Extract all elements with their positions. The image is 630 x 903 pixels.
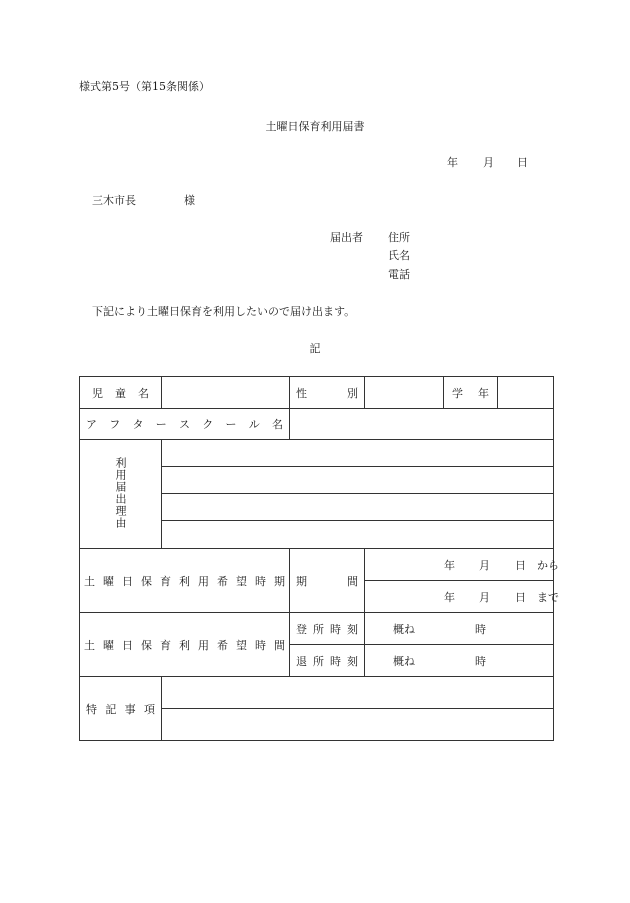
sex-label: 性 別 [290,377,365,409]
applicant-phone-label: 電話 [388,268,410,281]
sex-field[interactable] [365,377,444,409]
time-label: 土 曜 日 保 育 利 用 希 望 時 間 [80,613,290,677]
addressee: 三木市長 [92,194,136,207]
period-sub-label: 期 間 [290,549,365,613]
row-period-from [80,549,554,581]
remarks-line-2[interactable] [162,709,554,741]
document-title: 土曜日保育利用届書 [265,120,365,133]
applicant-label: 届出者 [330,231,363,244]
reason-line-2[interactable] [162,467,554,494]
reason-line-4[interactable] [162,521,554,549]
arrival-field[interactable]: 概ね 時 [365,613,554,645]
child-name-label: 児 童 名 [80,377,162,409]
period-from-field[interactable]: 年 月 日 から [365,549,554,581]
grade-field[interactable] [498,377,554,409]
reason-label: 利用届出理由 [80,440,162,549]
departure-label: 退 所 時 刻 [290,645,365,677]
reason-line-3[interactable] [162,494,554,521]
grade-label: 学 年 [444,377,498,409]
row-child-info [80,377,554,409]
date-year-label: 年 [447,156,458,169]
applicant-address-label: 住所 [388,231,410,244]
period-to-field[interactable]: 年 月 日 まで [365,581,554,613]
row-reason-1 [80,440,554,467]
period-label: 土 曜 日 保 育 利 用 希 望 時 期 [80,549,290,613]
row-afterschool [80,409,554,440]
remarks-line-1[interactable] [162,677,554,709]
remarks-label: 特 記 事 項 [80,677,162,741]
row-remarks-1 [80,677,554,709]
row-arrival [80,613,554,645]
arrival-label: 登 所 時 刻 [290,613,365,645]
statement: 下記により土曜日保育を利用したいので届け出ます。 [92,305,356,318]
child-name-field[interactable] [162,377,290,409]
honorific: 様 [184,194,195,207]
departure-field[interactable]: 概ね 時 [365,645,554,677]
date-month-label: 月 [483,156,494,169]
afterschool-label: ア フ タ ー ス ク ー ル 名 [80,409,290,440]
application-table [79,376,559,741]
form-number: 様式第5号（第15条関係） [79,80,210,93]
reason-line-1[interactable] [162,440,554,467]
applicant-name-label: 氏名 [388,249,410,262]
date-day-label: 日 [517,156,528,169]
afterschool-field[interactable] [290,409,554,440]
ki-mark: 記 [309,342,321,355]
